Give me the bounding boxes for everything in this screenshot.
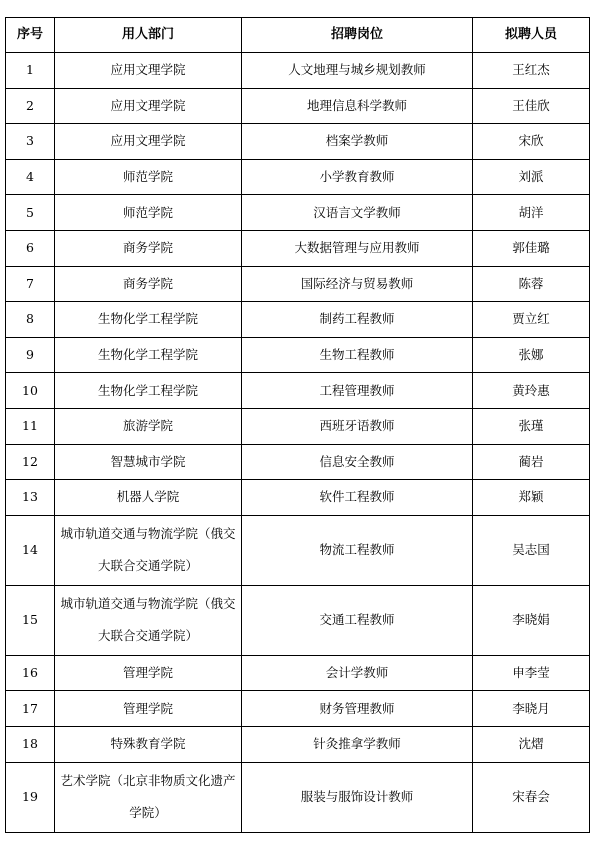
row-position: 针灸推拿学教师 [242,726,473,762]
row-department: 应用文理学院 [55,124,242,160]
row-index: 9 [6,337,55,373]
row-index: 10 [6,373,55,409]
table-row [6,53,590,89]
table-header-row [6,18,590,53]
row-candidate: 黄玲惠 [473,373,590,409]
row-candidate: 张瑾 [473,408,590,444]
row-position: 服装与服饰设计教师 [242,762,473,832]
row-department: 应用文理学院 [55,53,242,89]
row-position: 国际经济与贸易教师 [242,266,473,302]
table-row [6,444,590,480]
table-row [6,515,590,585]
header-index: 序号 [6,18,55,53]
row-department: 旅游学院 [55,408,242,444]
row-candidate: 郭佳璐 [473,230,590,266]
row-index: 7 [6,266,55,302]
row-index: 3 [6,124,55,160]
table-row [6,585,590,655]
recruitment-table [5,17,590,833]
row-index: 19 [6,762,55,832]
row-candidate: 胡洋 [473,195,590,231]
table-row [6,762,590,832]
row-candidate: 申李莹 [473,655,590,691]
row-candidate: 张娜 [473,337,590,373]
row-department: 城市轨道交通与物流学院（俄交大联合交通学院） [55,585,242,655]
table-row [6,337,590,373]
row-position: 软件工程教师 [242,480,473,516]
row-candidate: 陈蓉 [473,266,590,302]
row-candidate: 李晓娟 [473,585,590,655]
row-candidate: 吴志国 [473,515,590,585]
row-candidate: 刘派 [473,159,590,195]
row-index: 13 [6,480,55,516]
row-candidate: 宋春会 [473,762,590,832]
row-department: 艺术学院（北京非物质文化遗产学院） [55,762,242,832]
table-row [6,655,590,691]
row-department: 机器人学院 [55,480,242,516]
row-index: 16 [6,655,55,691]
row-index: 5 [6,195,55,231]
row-position: 制药工程教师 [242,302,473,338]
row-department: 智慧城市学院 [55,444,242,480]
row-position: 小学教育教师 [242,159,473,195]
header-department: 用人部门 [55,18,242,53]
row-candidate: 沈熠 [473,726,590,762]
row-department: 管理学院 [55,691,242,727]
row-position: 地理信息科学教师 [242,88,473,124]
row-candidate: 王红杰 [473,53,590,89]
table-row [6,373,590,409]
row-index: 8 [6,302,55,338]
table-row [6,480,590,516]
row-position: 西班牙语教师 [242,408,473,444]
row-candidate: 宋欣 [473,124,590,160]
table-row [6,159,590,195]
row-position: 信息安全教师 [242,444,473,480]
row-index: 17 [6,691,55,727]
row-index: 14 [6,515,55,585]
row-index: 1 [6,53,55,89]
row-department: 商务学院 [55,230,242,266]
row-candidate: 王佳欣 [473,88,590,124]
table-row [6,195,590,231]
row-department: 生物化学工程学院 [55,337,242,373]
row-position: 大数据管理与应用教师 [242,230,473,266]
row-position: 汉语言文学教师 [242,195,473,231]
row-position: 工程管理教师 [242,373,473,409]
row-index: 18 [6,726,55,762]
row-position: 人文地理与城乡规划教师 [242,53,473,89]
table-row [6,691,590,727]
row-index: 4 [6,159,55,195]
row-department: 管理学院 [55,655,242,691]
row-position: 会计学教师 [242,655,473,691]
row-department: 城市轨道交通与物流学院（俄交大联合交通学院） [55,515,242,585]
row-department: 生物化学工程学院 [55,373,242,409]
row-index: 11 [6,408,55,444]
table-row [6,726,590,762]
row-position: 生物工程教师 [242,337,473,373]
table-row [6,408,590,444]
row-position: 物流工程教师 [242,515,473,585]
row-position: 档案学教师 [242,124,473,160]
row-position: 财务管理教师 [242,691,473,727]
table-row [6,302,590,338]
row-index: 2 [6,88,55,124]
row-department: 师范学院 [55,195,242,231]
row-index: 12 [6,444,55,480]
row-candidate: 贾立红 [473,302,590,338]
row-department: 商务学院 [55,266,242,302]
table-row [6,124,590,160]
row-department: 生物化学工程学院 [55,302,242,338]
table-row [6,266,590,302]
row-department: 特殊教育学院 [55,726,242,762]
table-row [6,230,590,266]
row-index: 6 [6,230,55,266]
row-department: 应用文理学院 [55,88,242,124]
row-candidate: 蔺岩 [473,444,590,480]
header-candidate: 拟聘人员 [473,18,590,53]
header-position: 招聘岗位 [242,18,473,53]
row-index: 15 [6,585,55,655]
row-candidate: 李晓月 [473,691,590,727]
row-department: 师范学院 [55,159,242,195]
row-position: 交通工程教师 [242,585,473,655]
row-candidate: 郑颖 [473,480,590,516]
table-row [6,88,590,124]
